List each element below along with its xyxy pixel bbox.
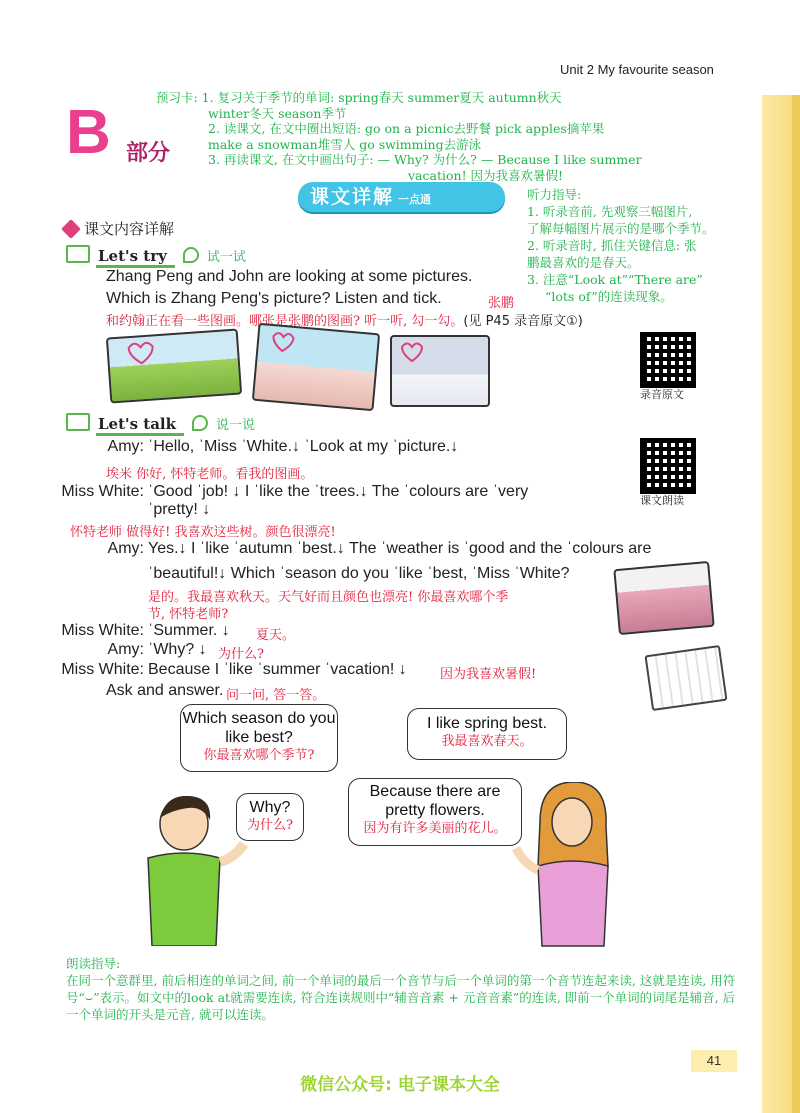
- listening-tip-line: 鹏最喜欢的是春天。: [527, 255, 640, 270]
- listening-tip-line: 3. 注意“Look at”“There are”: [527, 272, 703, 287]
- preview-card: [156, 90, 726, 183]
- speech-bubble: [180, 704, 338, 772]
- listening-tip-line: “lots of”的连读现象。: [545, 289, 673, 304]
- book-icon: [66, 413, 90, 431]
- listening-tips-title: 听力指导:: [527, 187, 582, 202]
- listening-tip-line: 2. 听录音时, 抓住关键信息: 张: [527, 238, 697, 253]
- bubble-cn: 为什么?: [247, 818, 293, 833]
- reading-tips-body: 在同一个意群里, 前后相连的单词之间, 前一个单词的最后一个音节与后一个单词的第一个音节连起来读, 这就是连读, 用符号“⌣”表示。如文中的look at就需要连读, 符合连读规则中“辅音音素 + 元音音素”的连读, 即前一个单词的词尾是辅音, 后一个单词的开头是元音, 就可以连读。: [66, 973, 736, 1022]
- bubble-en: I like spring best.: [426, 715, 548, 732]
- summer-picture[interactable]: [252, 323, 380, 411]
- reading-tips: [66, 955, 746, 1023]
- speaker-miss-white: Miss White:: [61, 483, 144, 500]
- banner-title: 课文详解: [310, 186, 395, 208]
- speaker-miss-white: Miss White:: [61, 622, 144, 639]
- boy-illustration: [128, 796, 248, 946]
- winter-picture[interactable]: [390, 335, 490, 407]
- lets-try-en1: Zhang Peng and John are looking at some pictures.: [106, 268, 473, 285]
- speaker-amy: Amy:: [107, 540, 144, 557]
- speaker-amy: Amy:: [107, 641, 144, 658]
- heart-icon: [108, 331, 240, 402]
- bubble-en: Why?: [249, 799, 291, 816]
- listening-tips: [527, 186, 767, 305]
- preview-line: 3. 再读课文, 在文中画出句子: — Why? 为什么? — Because I like summer: [208, 152, 642, 167]
- lets-talk-header: [66, 413, 255, 435]
- qr-code-reading[interactable]: [640, 438, 696, 494]
- preview-line: winter冬天 season季节: [208, 105, 347, 121]
- lets-try-en2: Which is Zhang Peng's picture? Listen and tick.: [106, 290, 442, 307]
- dialogue-translation: 是的。我最喜欢秋天。天气好而且颜色也漂亮! 你最喜欢哪个季: [148, 590, 509, 605]
- ask-answer-cn: 问一问, 答一答。: [226, 688, 326, 703]
- dialogue-translation: 节, 怀特老师?: [148, 607, 229, 622]
- lets-talk-label: Let's talk: [96, 415, 184, 436]
- bubble-cn: 你最喜欢哪个季节?: [203, 748, 315, 763]
- dialogue-line: ˈbeautiful!↓ Which ˈseason do you ˈlike ˈbest, ˈMiss ˈWhite?: [148, 565, 570, 582]
- lets-try-label: Let's try: [96, 247, 175, 268]
- lets-try-header: [66, 245, 246, 267]
- preview-line: 预习卡: 1. 复习关于季节的单词: spring春天 summer夏天 autumn秋天: [156, 90, 562, 105]
- lets-try-cn1: 张鹏: [488, 296, 515, 311]
- preview-line: vacation! 因为我喜欢暑假!: [408, 167, 564, 183]
- dialogue-line: ˈWhy? ↓: [148, 641, 207, 658]
- speaker-miss-white: Miss White:: [61, 661, 144, 678]
- content-title: [64, 218, 174, 239]
- dialogue-line: Yes.↓ I ˈlike ˈautumn ˈbest.↓ The ˈweather is ˈgood and the ˈcolours are: [148, 540, 652, 557]
- spring-picture[interactable]: [106, 328, 242, 403]
- banner-sub: 一点通: [398, 193, 432, 206]
- headphone-icon: [192, 415, 208, 431]
- listening-tip-line: 1. 听录音前, 先观察三幅图片,: [527, 204, 693, 219]
- lets-try-cn2: [106, 310, 583, 329]
- calendar-icon: [644, 645, 727, 711]
- dialogue-translation: 夏天。: [256, 628, 296, 643]
- dialogue-translation: 埃米 你好, 怀特老师。看我的图画。: [106, 467, 314, 482]
- dialogue-translation: 怀特老师 做得好! 我喜欢这些树。颜色很漂亮!: [70, 525, 336, 540]
- lets-talk-cn: 说一说: [216, 418, 256, 433]
- dialogue-line: ˈSummer. ↓: [148, 622, 230, 639]
- bubble-cn: 我最喜欢春天。: [441, 734, 533, 749]
- qr-code-recording[interactable]: [640, 332, 696, 388]
- speech-bubble: [348, 778, 522, 846]
- headphone-icon: [183, 247, 199, 263]
- dialogue-line: Because I ˈlike ˈsummer ˈvacation! ↓: [148, 661, 407, 678]
- lets-try-ref: (见 P45 录音原文①): [463, 314, 583, 329]
- lets-try-cn2-text: 和约翰正在看一些图画。哪张是张鹏的图画? 听一听, 勾一勾。: [106, 314, 464, 329]
- listening-tip-line: 了解每幅图片展示的是哪个季节。: [527, 221, 715, 236]
- heart-icon: [392, 337, 488, 405]
- page-edge-stripe: [792, 95, 800, 1113]
- pencil-icon: [61, 219, 81, 239]
- qr-label-reading: 课文朗读: [640, 494, 684, 507]
- footer-watermark: 微信公众号: 电子课本大全: [300, 1075, 500, 1095]
- dialogue-line: ˈpretty! ↓: [148, 501, 211, 518]
- speech-bubble: [407, 708, 567, 760]
- heart-icon: [254, 325, 378, 409]
- qr-label-recording: 录音原文: [640, 388, 684, 401]
- dialogue-translation: 因为我喜欢暑假!: [440, 667, 537, 682]
- dialogue-line: ˈHello, ˈMiss ˈWhite.↓ ˈLook at my ˈpicture.↓: [148, 438, 459, 455]
- speaker-amy: Amy:: [107, 438, 144, 455]
- dialogue-line: ˈGood ˈjob! ↓ I ˈlike the ˈtrees.↓ The ˈcolours are ˈvery: [148, 483, 529, 500]
- preview-line: make a snowman堆雪人 go swimming去游泳: [208, 136, 482, 152]
- page-number: 41: [691, 1050, 737, 1072]
- section-label: 部分: [126, 141, 171, 166]
- dialogue-translation: 为什么?: [218, 647, 264, 662]
- bubble-cn: 因为有许多美丽的花儿。: [363, 821, 507, 836]
- lesson-banner: [298, 182, 505, 212]
- girl-illustration: [510, 782, 630, 947]
- ask-answer-en: Ask and answer.: [106, 682, 224, 699]
- lets-try-cn: 试一试: [206, 250, 246, 265]
- section-letter: B: [66, 98, 111, 167]
- book-icon: [66, 245, 90, 263]
- preview-line: 2. 读课文, 在文中圈出短语: go on a picnic去野餐 pick apples摘苹果: [208, 121, 605, 136]
- reading-tips-title: 朗读指导:: [66, 956, 121, 971]
- bubble-en: Because there are pretty flowers.: [369, 783, 501, 819]
- autumn-painting: [613, 561, 714, 635]
- content-title-text: 课文内容详解: [84, 220, 175, 238]
- unit-header: Unit 2 My favourite season: [560, 62, 714, 77]
- bubble-en: Which season do you like best?: [182, 710, 336, 746]
